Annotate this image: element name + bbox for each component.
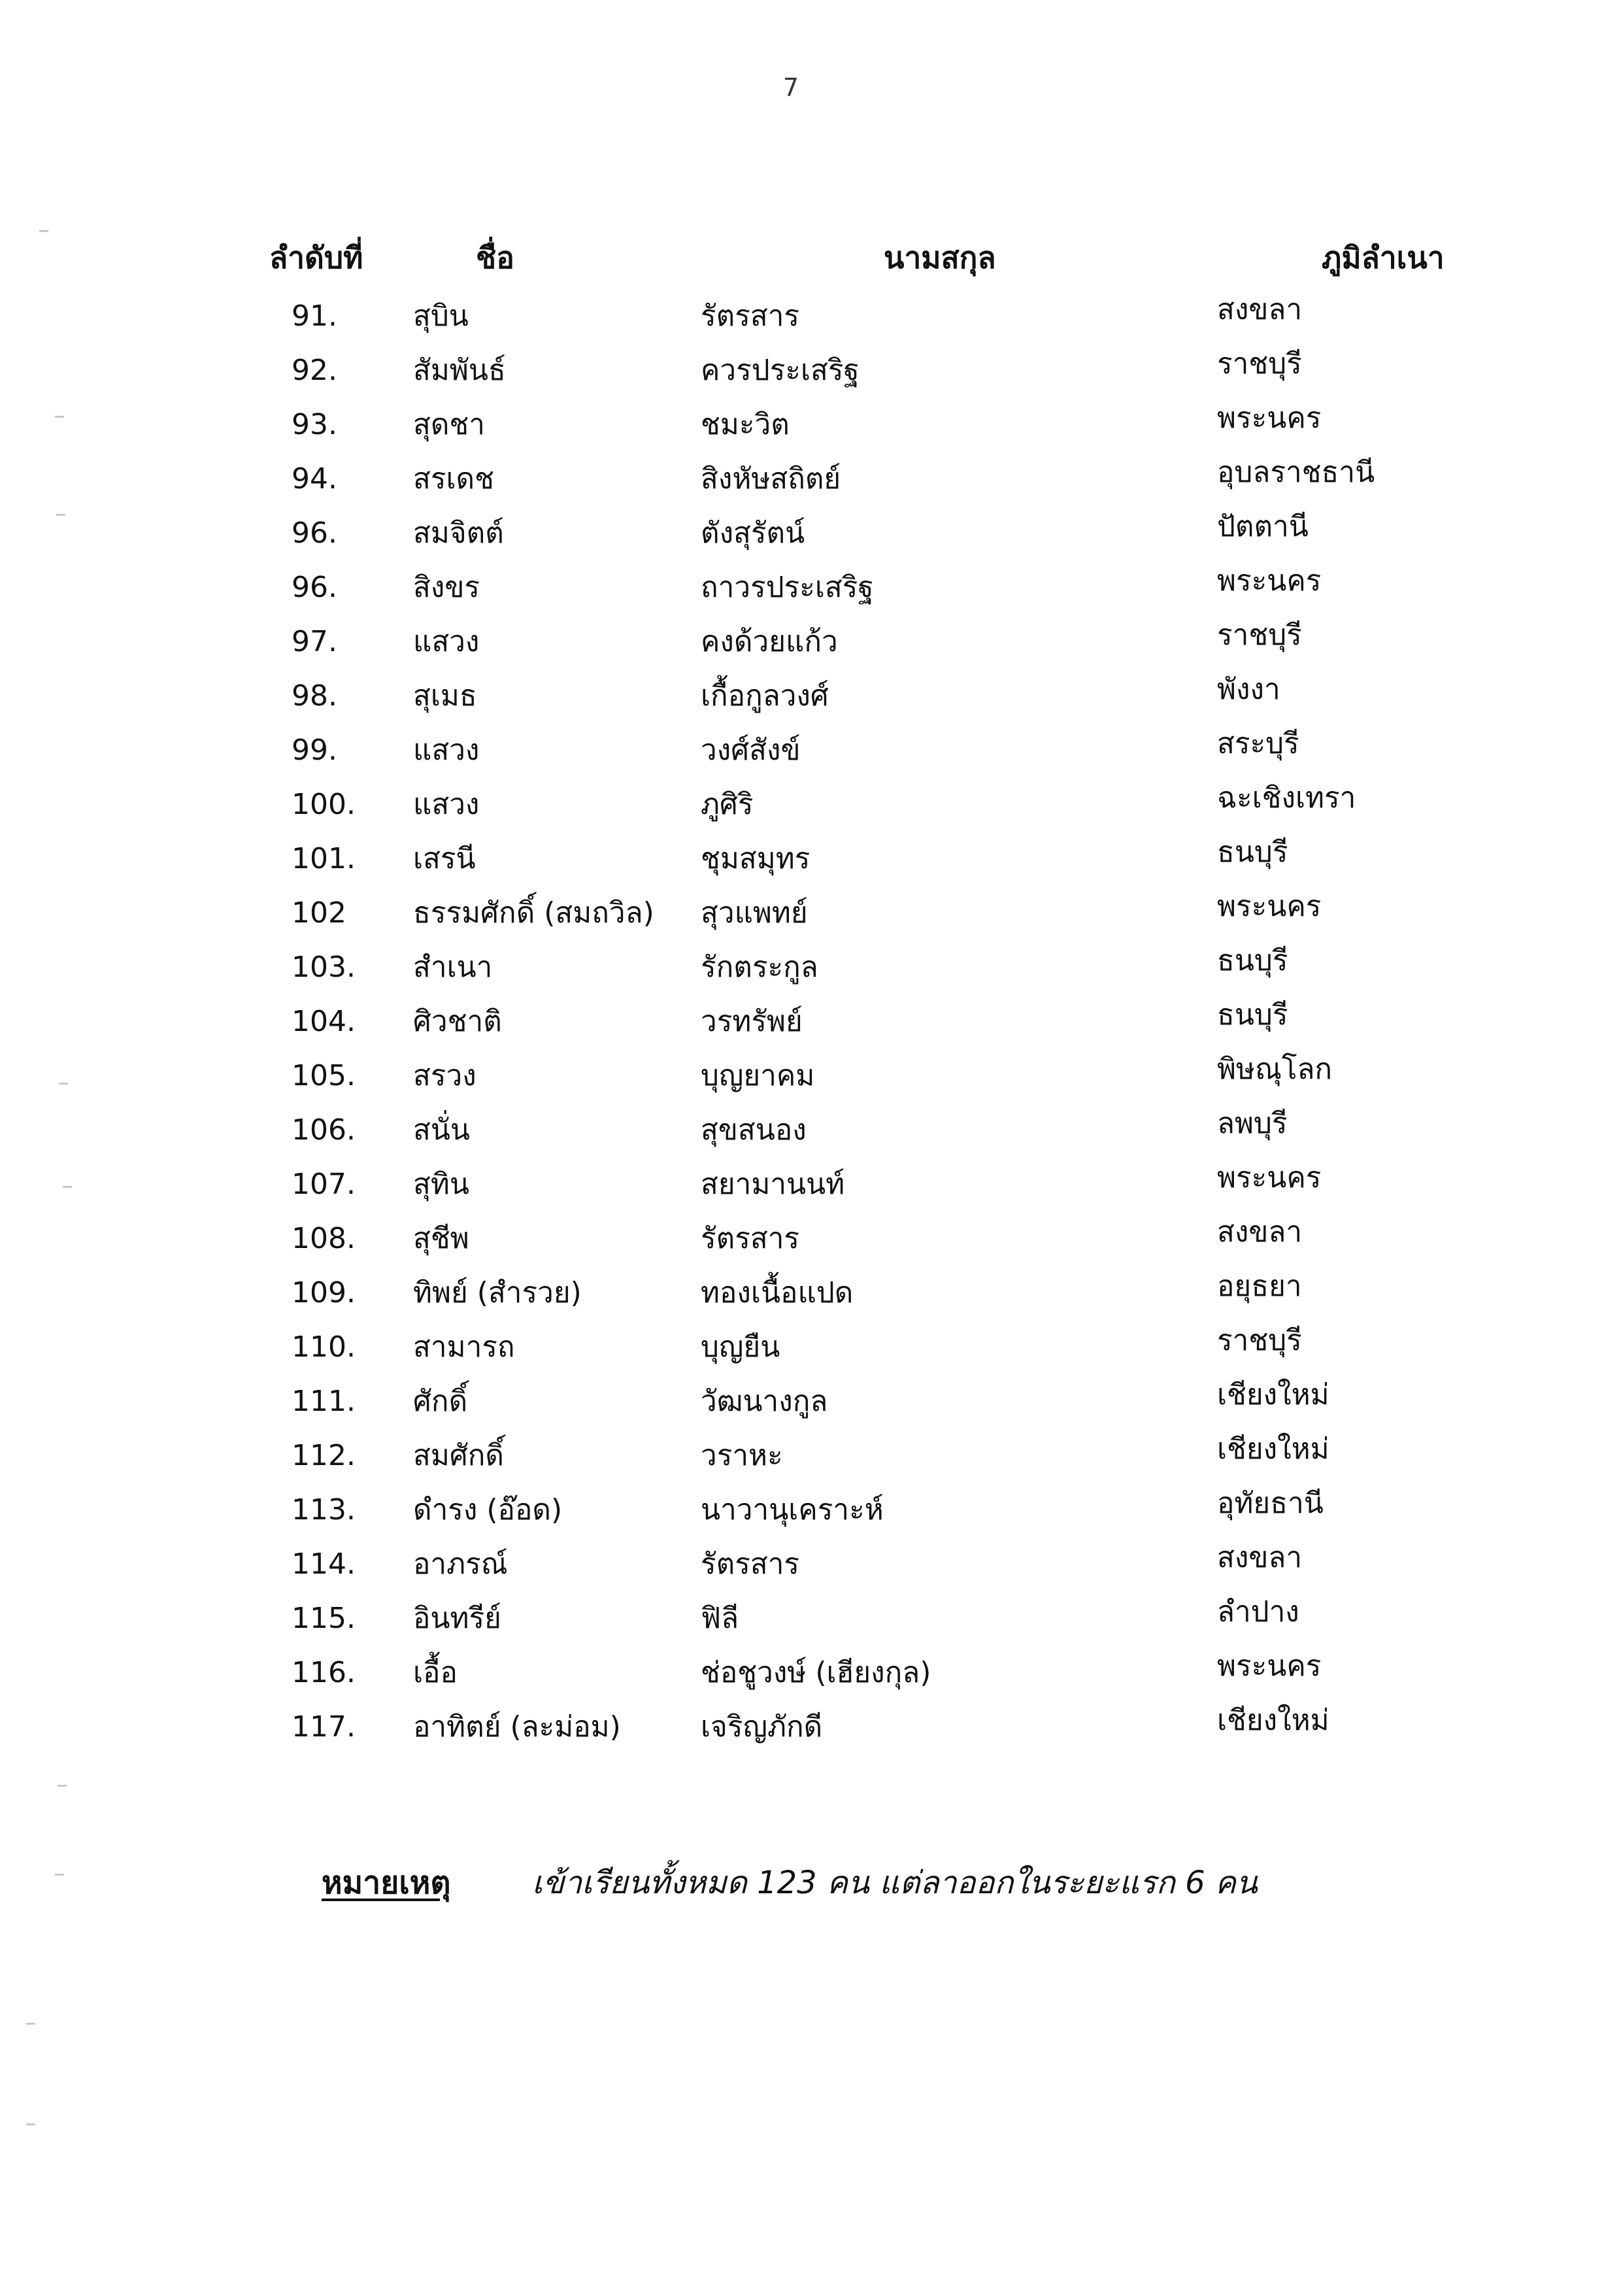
page-number: 7 — [782, 73, 799, 102]
row-hometown: ราชบุรี — [1217, 347, 1302, 380]
row-number: 92. — [292, 354, 337, 387]
row-number: 106. — [292, 1113, 356, 1147]
row-name: สุชีพ — [413, 1222, 469, 1255]
row-hometown: สระบุรี — [1217, 727, 1299, 760]
row-number: 110. — [292, 1330, 356, 1364]
row-hometown: เชียงใหม่ — [1217, 1432, 1329, 1466]
row-surname: นาวานุเคราะห์ — [701, 1493, 884, 1527]
row-hometown: สงขลา — [1217, 293, 1303, 326]
row-number: 103. — [292, 951, 356, 984]
table-row — [0, 1646, 1621, 1700]
row-number: 108. — [292, 1222, 356, 1255]
row-name: สนั่น — [413, 1113, 471, 1147]
table-row — [0, 1103, 1621, 1157]
table-row — [0, 615, 1621, 669]
scan-speck — [56, 514, 65, 516]
row-hometown: ปัตตานี — [1217, 510, 1309, 543]
row-name: เสรนี — [413, 842, 476, 875]
row-name: อินทรีย์ — [413, 1602, 501, 1635]
row-number: 96. — [292, 516, 337, 550]
row-surname: วราหะ — [701, 1439, 783, 1472]
table-row — [0, 940, 1621, 994]
table-row — [0, 1211, 1621, 1266]
table-row — [0, 452, 1621, 506]
row-name: สุทิน — [413, 1168, 469, 1201]
row-name: อาภรณ์ — [413, 1547, 508, 1581]
row-surname: วรทรัพย์ — [701, 1005, 803, 1038]
table-row — [0, 1537, 1621, 1591]
row-hometown: ลำปาง — [1217, 1595, 1299, 1629]
table-row — [0, 832, 1621, 886]
row-number: 109. — [292, 1276, 356, 1309]
table-row — [0, 506, 1621, 560]
header-hometown: ภูมิลำเนา — [1322, 240, 1445, 275]
row-surname: ทองเนื้อแปด — [701, 1276, 854, 1309]
scan-speck — [55, 416, 64, 418]
row-name: อาทิตย์ (ละม่อม) — [413, 1710, 621, 1744]
row-number: 101. — [292, 842, 356, 875]
row-hometown: ธนบุรี — [1217, 836, 1288, 869]
row-surname: เกื้อกูลวงศ์ — [701, 679, 829, 713]
row-surname: บุญยาคม — [701, 1059, 815, 1092]
row-name: สมจิตต์ — [413, 516, 504, 550]
row-hometown: พระนคร — [1217, 1161, 1322, 1194]
row-name: สุเมธ — [413, 679, 477, 713]
row-number: 93. — [292, 408, 337, 441]
row-name: ศิวชาติ — [413, 1005, 502, 1038]
row-number: 102 — [292, 896, 346, 930]
row-name: เอื้อ — [413, 1656, 458, 1689]
row-surname: รัตรสาร — [701, 299, 800, 333]
table-row — [0, 343, 1621, 397]
row-surname: สยามานนท์ — [701, 1168, 845, 1201]
row-number: 117. — [292, 1710, 356, 1744]
row-number: 112. — [292, 1439, 356, 1472]
row-number: 113. — [292, 1493, 356, 1527]
row-name: สัมพันธ์ — [413, 354, 506, 387]
scan-speck — [55, 1874, 64, 1876]
row-surname: บุญยืน — [701, 1330, 780, 1364]
header-name: ชื่อ — [476, 240, 514, 275]
row-hometown: ฉะเชิงเทรา — [1217, 781, 1356, 815]
row-hometown: อยุธยา — [1217, 1270, 1302, 1303]
scan-speck — [58, 1785, 67, 1787]
row-hometown: พระนคร — [1217, 1649, 1322, 1683]
table-row — [0, 1700, 1621, 1754]
footnote — [322, 1858, 1498, 1910]
table-row — [0, 994, 1621, 1049]
row-name: แสวง — [413, 625, 480, 658]
row-number: 105. — [292, 1059, 356, 1092]
footnote-text: เข้าเรียนทั้งหมด 123 คน แต่ลาออกในระยะแรก 6 คน — [532, 1865, 1258, 1901]
row-surname: ตังสุรัตน์ — [701, 516, 805, 550]
row-surname: วัฒนางกูล — [701, 1385, 828, 1418]
row-hometown: ธนบุรี — [1217, 944, 1288, 977]
row-name: ทิพย์ (สำรวย) — [413, 1276, 582, 1309]
row-hometown: พระนคร — [1217, 401, 1322, 435]
row-surname: เจริญภักดี — [701, 1710, 823, 1744]
row-number: 99. — [292, 734, 337, 767]
header-surname: นามสกุล — [884, 240, 996, 275]
row-number: 100. — [292, 788, 356, 821]
row-hometown: สงขลา — [1217, 1215, 1303, 1249]
table-header — [0, 234, 1621, 280]
row-surname: ชุมสมุทร — [701, 842, 811, 875]
row-number: 114. — [292, 1547, 356, 1581]
row-hometown: อุทัยธานี — [1217, 1487, 1324, 1520]
row-name: แสวง — [413, 734, 480, 767]
row-name: ศักดิ์ — [413, 1385, 468, 1418]
row-name: สามารถ — [413, 1330, 515, 1364]
row-hometown: เชียงใหม่ — [1217, 1378, 1329, 1411]
table-row — [0, 1374, 1621, 1428]
scan-speck — [39, 230, 48, 232]
table-row — [0, 777, 1621, 832]
row-hometown: ราชบุรี — [1217, 618, 1302, 652]
row-surname: รัตรสาร — [701, 1547, 800, 1581]
footnote-label: หมายเหตุ — [322, 1865, 451, 1901]
row-surname: สุวแพทย์ — [701, 896, 808, 930]
row-hometown: พระนคร — [1217, 890, 1322, 923]
row-number: 96. — [292, 571, 337, 604]
table-row — [0, 1266, 1621, 1320]
row-surname: สิงหัษสถิตย์ — [701, 462, 841, 496]
row-number: 116. — [292, 1656, 356, 1689]
header-order: ลำดับที่ — [269, 240, 363, 275]
row-hometown: พิษณุโลก — [1217, 1053, 1333, 1086]
scan-speck — [26, 2123, 35, 2125]
row-number: 97. — [292, 625, 337, 658]
row-hometown: ธนบุรี — [1217, 998, 1288, 1032]
table-row — [0, 723, 1621, 777]
table-row — [0, 1591, 1621, 1646]
row-hometown: ลพบุรี — [1217, 1107, 1288, 1140]
row-number: 107. — [292, 1168, 356, 1201]
row-surname: ช่อชูวงษ์ (เฮียงกุล) — [701, 1656, 931, 1689]
scan-speck — [59, 1083, 68, 1085]
row-surname: วงศ์สังข์ — [701, 734, 801, 767]
table-row — [0, 1320, 1621, 1374]
row-surname: ถาวรประเสริฐ — [701, 571, 874, 604]
row-number: 104. — [292, 1005, 356, 1038]
row-number: 91. — [292, 299, 337, 333]
row-surname: รัตรสาร — [701, 1222, 800, 1255]
table-row — [0, 1157, 1621, 1211]
row-number: 98. — [292, 679, 337, 713]
row-number: 111. — [292, 1385, 356, 1418]
row-name: ธรรมศักดิ์ (สมถวิล) — [413, 896, 654, 930]
row-name: สิงขร — [413, 571, 480, 604]
table-row — [0, 669, 1621, 723]
row-surname: ภูศิริ — [701, 788, 754, 821]
row-name: สำเนา — [413, 951, 493, 984]
table-row — [0, 886, 1621, 940]
row-name: แสวง — [413, 788, 480, 821]
row-hometown: ราชบุรี — [1217, 1324, 1302, 1357]
row-name: สรวง — [413, 1059, 476, 1092]
table-row — [0, 1428, 1621, 1483]
scan-speck — [63, 1186, 72, 1188]
row-hometown: อุบลราชธานี — [1217, 456, 1375, 489]
row-surname: รักตระกูล — [701, 951, 818, 984]
table-row — [0, 289, 1621, 343]
row-number: 115. — [292, 1602, 356, 1635]
row-surname: สุขสนอง — [701, 1113, 807, 1147]
row-name: สุบิน — [413, 299, 469, 333]
table-row — [0, 1049, 1621, 1103]
row-name: สรเดช — [413, 462, 494, 496]
row-name: สุดชา — [413, 408, 485, 441]
row-hometown: พระนคร — [1217, 564, 1322, 598]
row-hometown: พังงา — [1217, 673, 1280, 706]
row-name: สมศักดิ์ — [413, 1439, 505, 1472]
row-surname: ควรประเสริฐ — [701, 354, 860, 387]
row-surname: คงด้วยแก้ว — [701, 625, 838, 658]
table-row — [0, 1483, 1621, 1537]
row-hometown: สงขลา — [1217, 1541, 1303, 1574]
row-hometown: เชียงใหม่ — [1217, 1704, 1329, 1737]
row-surname: ฟิลี — [701, 1602, 739, 1635]
row-number: 94. — [292, 462, 337, 496]
table-row — [0, 560, 1621, 615]
table-row — [0, 397, 1621, 452]
row-surname: ชมะวิต — [701, 408, 790, 441]
row-name: ดำรง (อ๊อด) — [413, 1493, 563, 1527]
scan-speck — [26, 2023, 35, 2025]
table-body — [0, 289, 1621, 1754]
